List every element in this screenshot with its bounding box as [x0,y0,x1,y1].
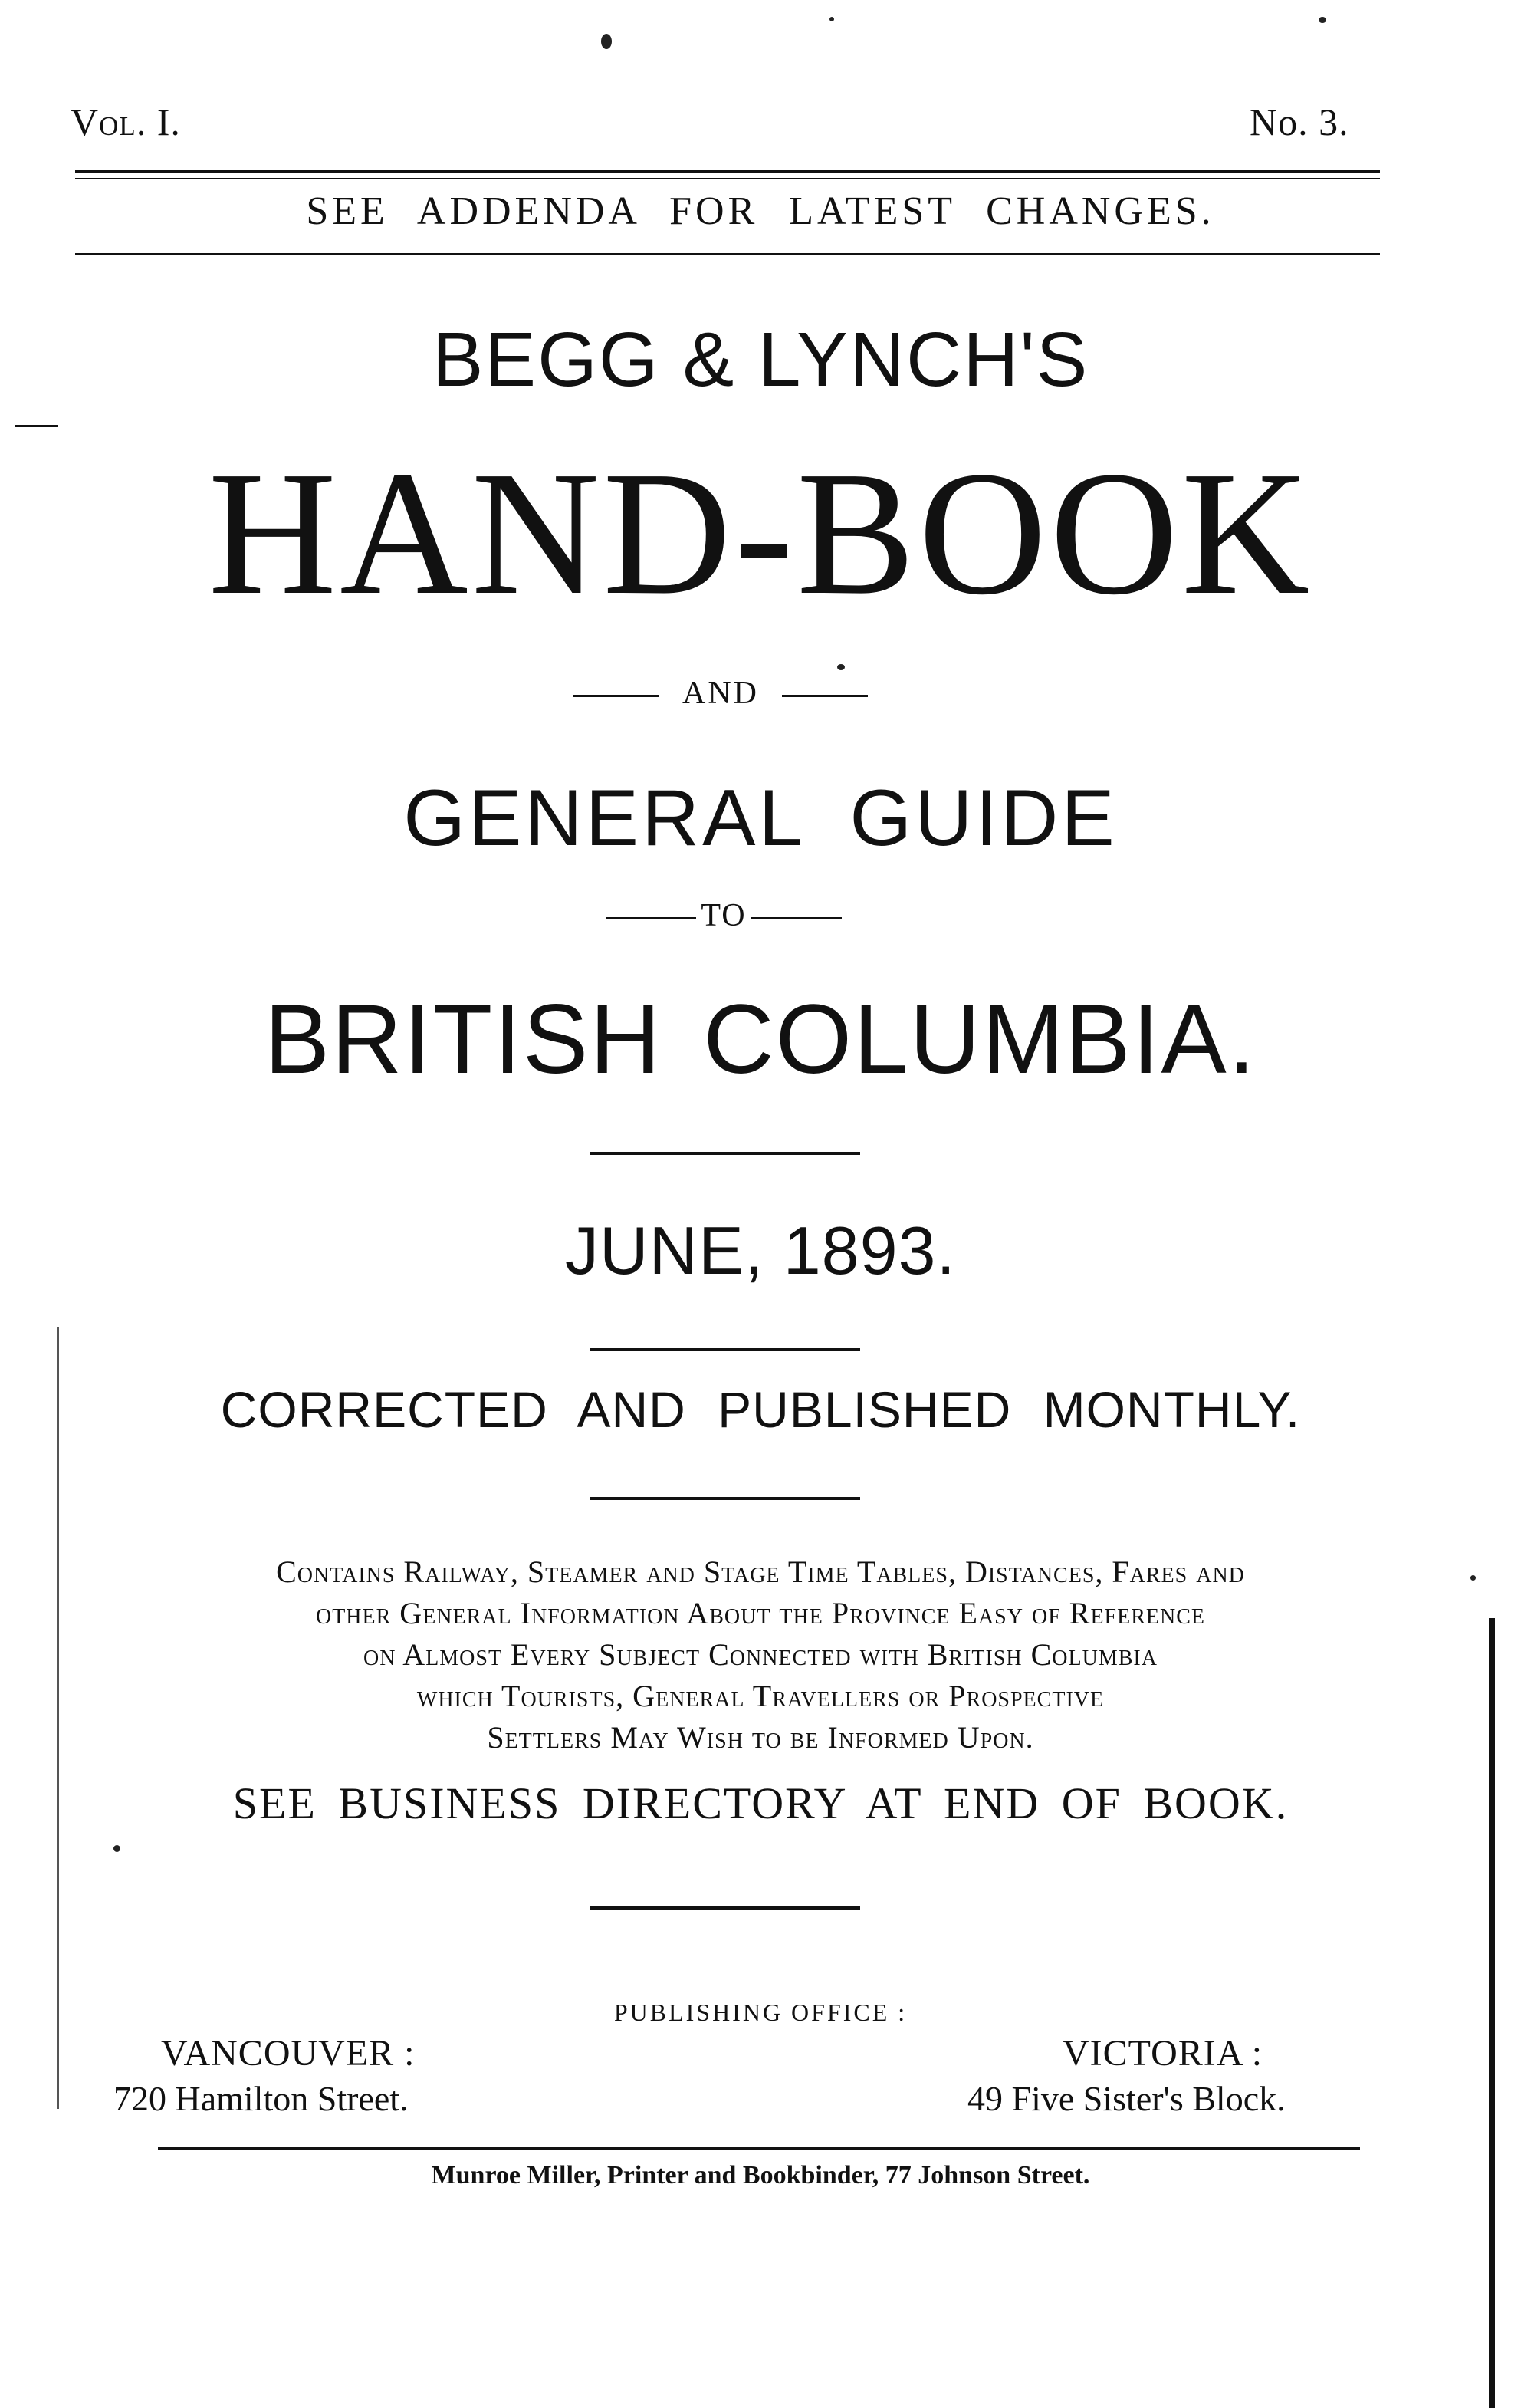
to-dash-right [751,917,842,919]
directory-rule [590,1906,860,1910]
and-dash-right [782,695,868,697]
volume-label: Vol. I. [71,100,181,143]
main-title: HAND-BOOK [208,435,1313,632]
printer-credit: Munroe Miller, Printer and Bookbinder, 77 Johnson Street. [431,2161,1090,2189]
scan-speck [837,664,845,670]
victoria-city: VICTORIA : [1063,2033,1263,2074]
vancouver-city: VANCOUVER : [161,2033,416,2074]
scan-speck [601,34,612,49]
victoria-address: 49 Five Sister's Block. [967,2079,1286,2118]
place-title: BRITISH COLUMBIA. [264,985,1257,1094]
description-line-2: other General Information About the Province Easy of Reference [315,1596,1206,1630]
business-directory-note: SEE BUSINESS DIRECTORY AT END OF BOOK. [232,1778,1289,1828]
and-dash-left [573,695,659,697]
issue-date: JUNE, 1893. [565,1212,956,1288]
and-connector: AND [682,676,759,711]
description-line-4: which Tourists, General Travellers or Prospective [416,1679,1105,1713]
frequency-rule [590,1497,860,1500]
issue-number: No. 3. [1250,100,1349,143]
scan-edge-left [57,1327,59,2109]
to-dash-left [606,917,696,919]
description-line-1: Contains Railway, Steamer and Stage Time Tables, Distances, Fares and [276,1554,1245,1589]
notice-rule [75,253,1380,255]
description-line-3: on Almost Every Subject Connected with British Columbia [363,1637,1158,1672]
scan-speck [1470,1575,1476,1581]
publishing-office-label: PUBLISHING OFFICE : [613,1998,908,2026]
place-rule [590,1152,860,1155]
scan-speck [1319,17,1326,23]
vancouver-address: 720 Hamilton Street. [113,2079,409,2118]
subtitle-general-guide: GENERAL GUIDE [403,774,1118,863]
scan-mark-left [15,425,58,427]
printer-rule [158,2147,1360,2150]
addenda-notice: SEE ADDENDA FOR LATEST CHANGES. [306,189,1215,233]
scan-speck [829,17,834,21]
publisher-title: BEGG & LYNCH'S [432,317,1089,403]
header-rule-bottom [75,178,1380,179]
header-rule-top [75,170,1380,173]
to-connector: TO [701,898,747,933]
scan-edge-right [1489,1618,1495,2408]
date-rule [590,1348,860,1351]
scan-speck [113,1845,120,1852]
publication-frequency: CORRECTED AND PUBLISHED MONTHLY. [220,1381,1301,1438]
description-line-5: Settlers May Wish to be Informed Upon. [487,1720,1034,1755]
